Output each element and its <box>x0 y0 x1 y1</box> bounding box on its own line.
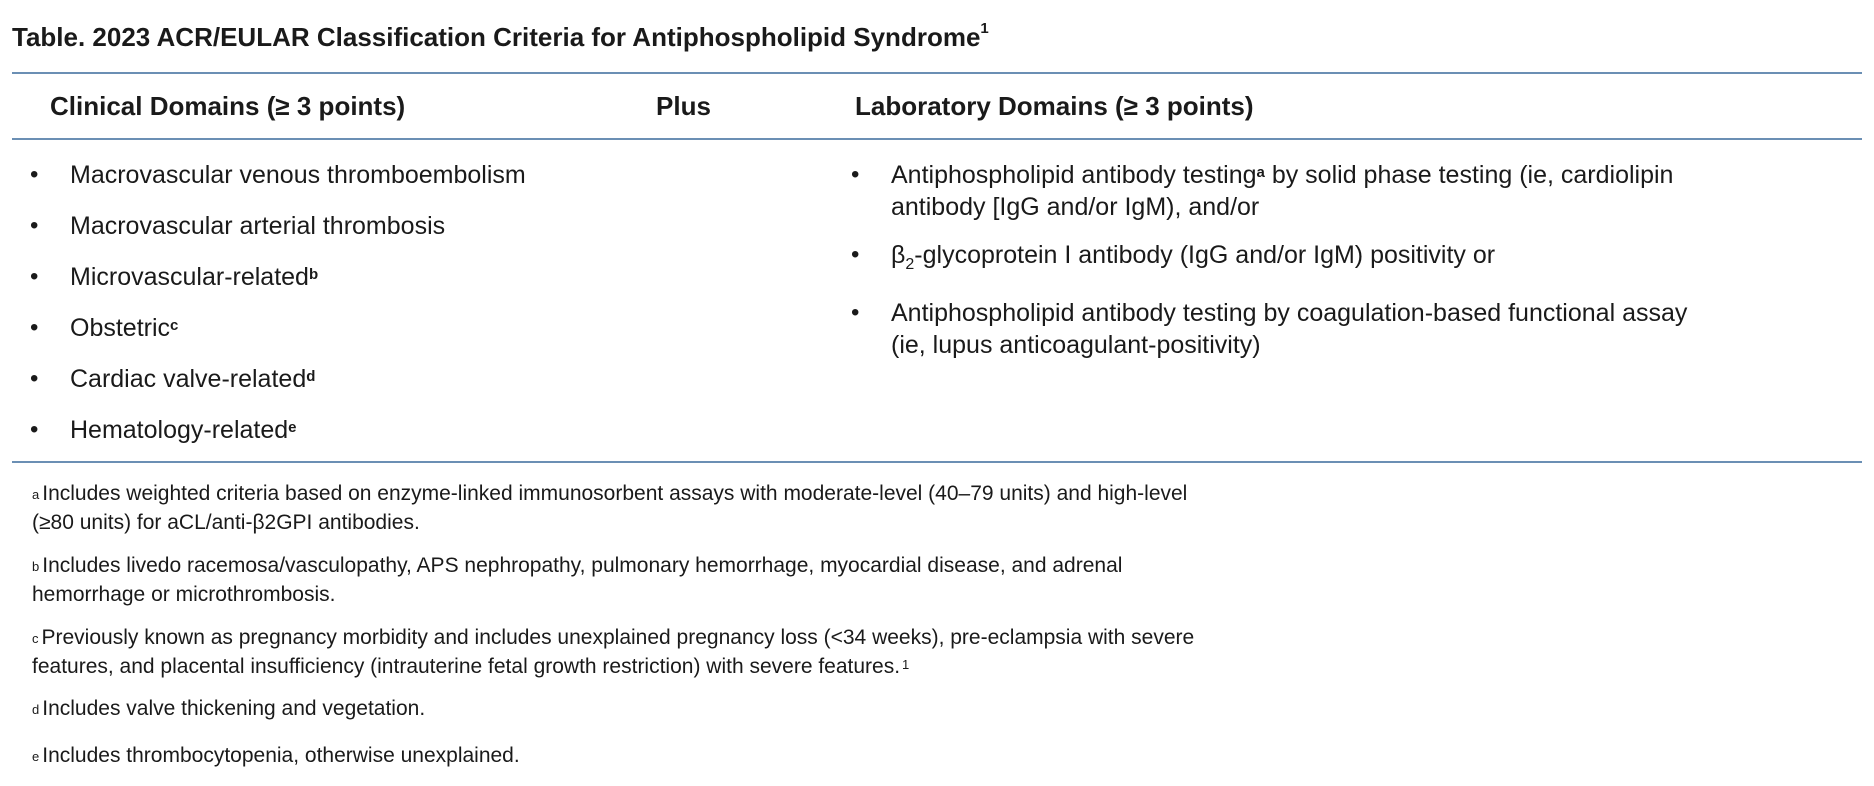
footnote-marker: c <box>170 317 179 334</box>
header-clinical-domains: Clinical Domains (≥ 3 points) <box>50 91 406 121</box>
header-laboratory-domains: Laboratory Domains (≥ 3 points) <box>855 91 1254 121</box>
footnote-b: $^b$ Includes livedo racemosa/vasculopathy, APS nephropathy, pulmonary hemorrhage, myocardial disease, and adrenal hemorrhage or microthrombosis. <box>32 554 1123 606</box>
footnote-mark: a <box>32 487 40 502</box>
list-item: • $\beta_2$-glycoprotein I antibody (IgG and/or IgM) positivity or <box>851 239 1851 281</box>
title-reference: 1 <box>980 20 989 37</box>
footnote-mark: d <box>32 702 40 717</box>
footnote-mark: e <box>32 749 40 764</box>
footnote-mark: b <box>32 559 40 574</box>
list-item: • Macrovascular arterial thrombosis <box>30 210 630 242</box>
footnote-c: $^c$ Previously known as pregnancy morbidity and includes unexplained pregnancy loss (<34 weeks), pre-eclampsia with severe features, and placental insufficiency (intrauterine fetal growth restriction) with severe features. $^1$ <box>32 626 1195 678</box>
clinical-domains-list <box>30 159 630 465</box>
footnote-marker: b <box>308 266 319 283</box>
footnote-d: $^d$ Includes valve thickening and vegetation. <box>32 697 426 720</box>
top-rule <box>12 72 1862 74</box>
list-item: • Obstetric$^c$ <box>30 312 630 344</box>
list-item: • Macrovascular venous thromboembolism <box>30 159 630 191</box>
list-item: • Microvascular-related$^b$ <box>30 261 630 293</box>
subscript: 2 <box>905 256 915 273</box>
table-title-text: Table. 2023 ACR/EULAR Classification Criteria for Antiphospholipid Syndrome <box>12 22 981 52</box>
table-title <box>12 22 989 53</box>
footnote-marker: e <box>288 419 297 436</box>
list-item: • Antiphospholipid antibody testing by coagulation-based functional assay (ie, lupus anticoagulant-positivity) <box>851 297 1851 361</box>
footnote-marker: d <box>306 368 316 385</box>
footnote-e: $^e$ Includes thrombocytopenia, otherwise unexplained. <box>32 744 520 767</box>
footnote-a: $^a$ Includes weighted criteria based on enzyme-linked immunosorbent assays with moderate-level (40–79 units) and high-level (≥80 units) for aCL/anti-β2GPI antibodies. <box>32 482 1188 534</box>
reference-marker: 1 <box>902 657 910 672</box>
header-plus: Plus <box>656 91 711 121</box>
list-item: • Antiphospholipid antibody testing$^a$ by solid phase testing (ie, cardiolipin antibody [IgG and/or IgM), and/or <box>851 159 1851 223</box>
laboratory-domains-list <box>851 159 1851 377</box>
header-rule <box>12 138 1862 140</box>
footnote-mark: c <box>32 631 39 646</box>
list-item: • Cardiac valve-related$^d$ <box>30 363 630 395</box>
footnote-marker: a <box>1256 164 1265 181</box>
list-item: • Hematology-related$^e$ <box>30 414 630 446</box>
bottom-rule <box>12 461 1862 463</box>
